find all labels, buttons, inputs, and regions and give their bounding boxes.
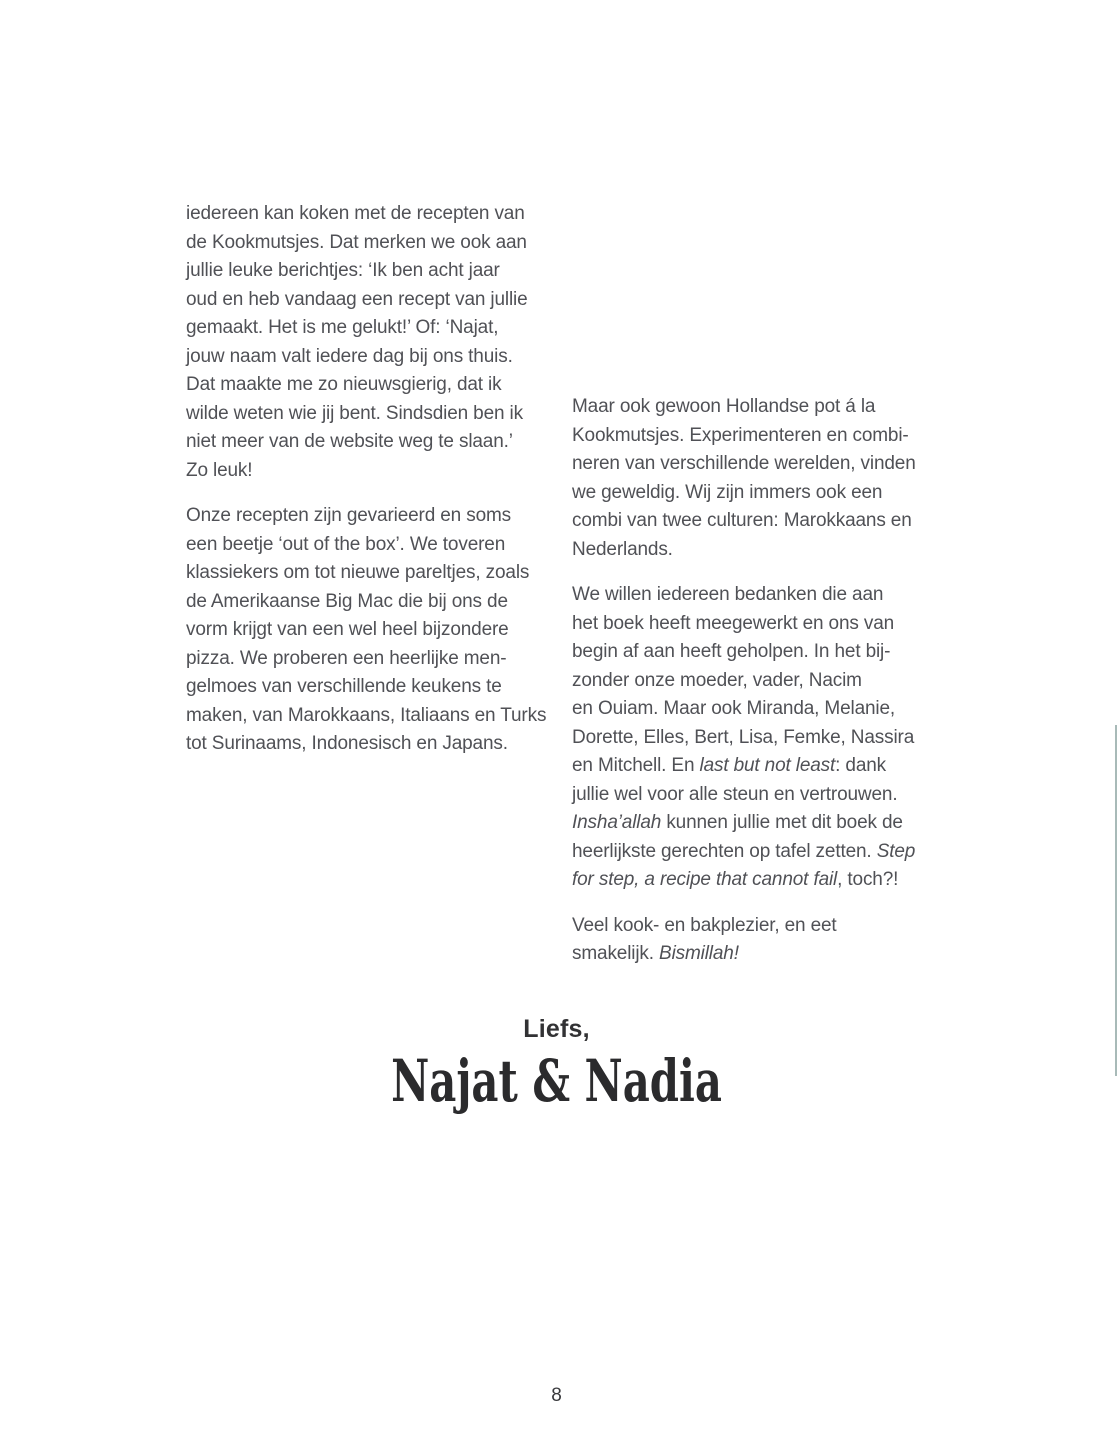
signature-block (0, 1014, 1113, 1115)
text-segment: oud en heb vandaag een recept van jullie (186, 288, 528, 310)
body-paragraph (572, 393, 947, 564)
italic-text-segment: Step (876, 840, 916, 862)
body-paragraph (186, 502, 561, 759)
text-segment: neren van verschillende werelden, vinden (572, 453, 916, 474)
text-segment: We willen iedereen bedanken die aan (572, 584, 884, 605)
text-segment: combi van twee culturen: Marokkaans en (572, 510, 912, 531)
text-segment: wilde weten wie jij bent. Sindsdien ben ik (186, 402, 523, 424)
text-segment: iedereen kan koken met de recepten van (186, 203, 525, 224)
text-segment: vorm krijgt van een wel heel bijzondere (186, 619, 509, 640)
text-segment: gemaakt. Het is me gelukt!’ Of: ‘Najat, (186, 317, 499, 338)
text-segment: de Amerikaanse Big Mac die bij ons de (186, 590, 508, 612)
text-segment: het boek heeft meegewerkt en ons van (572, 612, 895, 634)
text-segment: maken, van Marokkaans, Italiaans en Turks (186, 704, 547, 726)
text-segment: Veel kook- en bakplezier, en eet (572, 914, 837, 936)
page-number: 8 (551, 1385, 562, 1406)
text-segment: , toch?! (837, 869, 899, 890)
text-segment: begin af aan heeft geholpen. In het bij- (572, 641, 891, 662)
text-segment: smakelijk. (572, 943, 660, 964)
text-segment: en Mitchell. En (572, 755, 700, 776)
text-segment: jullie wel voor alle steun en vertrouwen. (572, 783, 898, 805)
text-segment: jullie leuke berichtjes: ‘Ik ben acht jaar (186, 260, 500, 281)
text-segment: tot Surinaams, Indonesisch en Japans. (186, 733, 508, 754)
body-paragraph (572, 912, 947, 969)
text-segment: Zo leuk! (186, 459, 253, 481)
text-segment: de Kookmutsjes. Dat merken we ook aan (186, 231, 527, 253)
text-segment: klassiekers om tot nieuwe pareltjes, zoals (186, 562, 530, 583)
text-segment: Nederlands. (572, 538, 673, 560)
text-segment: Maar ook gewoon Hollandse pot á la (572, 396, 876, 417)
text-segment: pizza. We proberen een heerlijke men- (186, 647, 507, 669)
signature-salutation: Liefs, (523, 1015, 590, 1043)
text-segment: kunnen jullie met dit boek de (661, 812, 903, 833)
text-segment: Dorette, Elles, Bert, Lisa, Femke, Nassira (572, 726, 915, 748)
text-segment: Dat maakte me zo nieuwsgierig, dat ik (186, 374, 502, 395)
text-segment: niet meer van de website weg te slaan.’ (186, 431, 513, 452)
text-segment: Kookmutsjes. Experimenteren en combi- (572, 424, 909, 446)
text-segment: Onze recepten zijn gevarieerd en soms (186, 505, 512, 526)
italic-text-segment: last but not least (699, 755, 836, 776)
text-segment: heerlijkste gerechten op tafel zetten. (572, 840, 877, 862)
italic-text-segment: for step, a recipe that cannot fail (572, 869, 838, 890)
text-segment: we geweldig. Wij zijn immers ook een (572, 481, 883, 503)
text-segment: jouw naam valt iedere dag bij ons thuis. (186, 345, 513, 367)
text-segment: : dank (835, 755, 887, 776)
text-column-right (572, 393, 947, 986)
text-segment: zonder onze moeder, vader, Nacim (572, 669, 862, 691)
text-segment: gelmoes van verschillende keukens te (186, 676, 502, 697)
signature-names: Najat & Nadia (391, 1047, 722, 1115)
body-paragraph (572, 581, 947, 895)
body-paragraph (186, 200, 561, 485)
italic-text-segment: Insha’allah (572, 812, 662, 833)
italic-text-segment: Bismillah! (659, 943, 739, 964)
text-segment: en Ouiam. Maar ook Miranda, Melanie, (572, 698, 896, 719)
text-column-left (186, 200, 561, 776)
text-segment: een beetje ‘out of the box’. We toveren (186, 533, 506, 555)
